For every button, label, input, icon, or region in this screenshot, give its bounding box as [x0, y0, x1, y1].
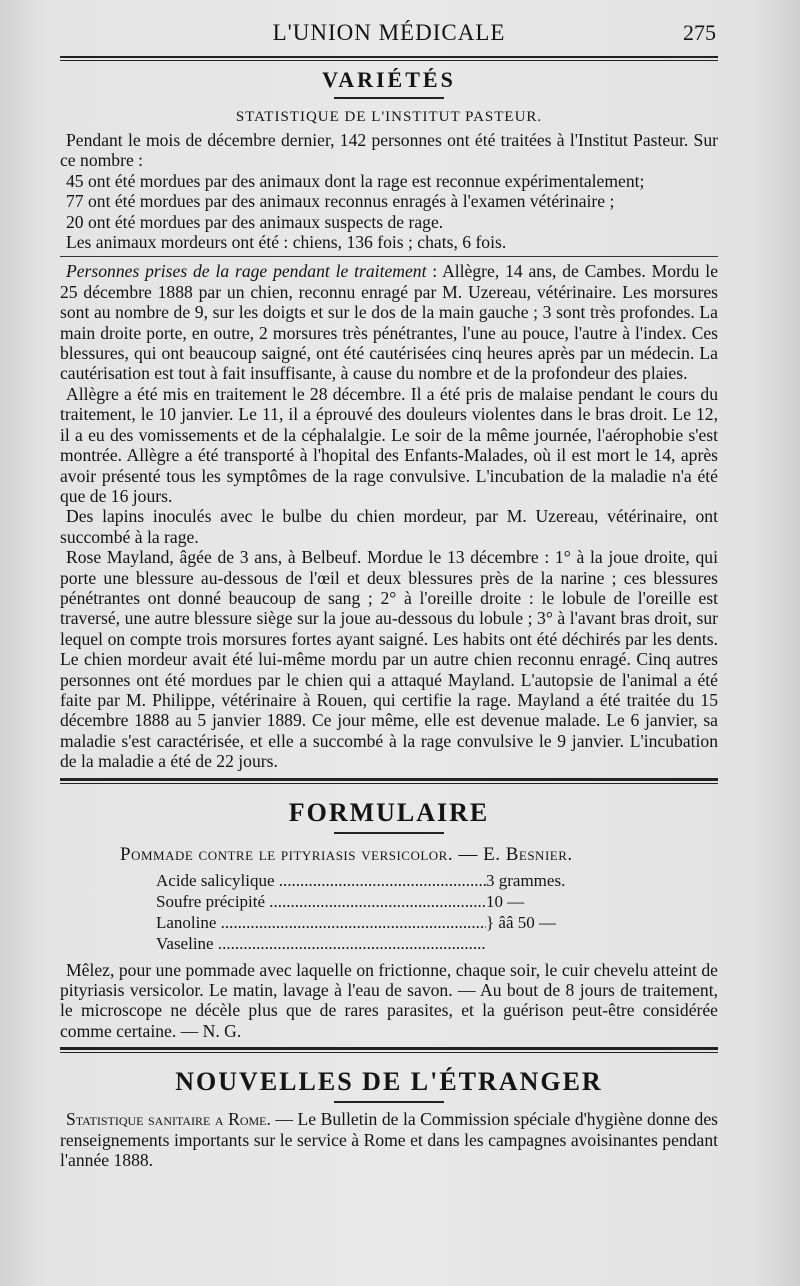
formulaire-instructions: Mêlez, pour une pommade avec laquelle on frictionne, chaque soir, le cuir chevelu atteint de pityriasis versicolor. Le matin, lavage à l'eau de savon. — Au bout de 8 jours de traitement, le microscope ne décèle plus que de rares parasites, et la guérison peut-être considérée comme certaine. — N. G.: [60, 959, 718, 1041]
ingredient-list: [156, 870, 718, 954]
recipe-title: Pommade contre le pityriasis versicolor. — E. Besnier.: [120, 843, 573, 865]
title-rule: [334, 97, 444, 99]
ingredient-row: [156, 933, 718, 954]
ingredient-row: [156, 870, 718, 891]
case-allegre-paragraph: [60, 261, 718, 383]
running-head: [60, 18, 718, 52]
etranger-rule: [334, 1101, 444, 1103]
etranger-lead: Statistique sanitaire a Rome.: [66, 1109, 271, 1130]
formulaire-rule: [334, 832, 444, 834]
etranger-paragraph: [60, 1109, 718, 1170]
ingredient-row: [156, 912, 718, 933]
stat-line-1: 45 ont été mordues par des animaux dont la rage est reconnue expérimentalement;: [66, 170, 645, 191]
running-title: L'UNION MÉDICALE: [272, 20, 506, 45]
section-rule: [60, 778, 718, 784]
lapins-paragraph: Des lapins inoculés avec le bulbe du chien mordeur, par M. Uzereau, vétérinaire, ont succombé à la rage.: [60, 506, 718, 547]
varietes-title: VARIÉTÉS: [322, 67, 456, 92]
etranger-title: NOUVELLES DE L'ÉTRANGER: [175, 1067, 603, 1097]
ingredient-name: Acide salicylique .....: [156, 870, 486, 891]
stat-line-2: 77 ont été mordues par des animaux reconnus enragés à l'examen vétérinaire ;: [66, 191, 615, 212]
case-allegre-text: : Allègre, 14 ans, de Cambes. Mordu le 25 décembre 1888 par un chien, reconnu enragé par M. Uzereau, vétérinaire. Les morsures sont au nombre de 9, sur les doigts et sur le dos de la main gauche ; 3 sont très profondes. La main droite porte, en outre, 2 morsures très pénétrantes, l'une au pouce, l'autre à l'index. Ces blessures, qui ont beaucoup saigné, ont été cautérisées cinq heures après par un médecin. La cautérisation est tout à fait insuffisante, à cause du nombre et de la profondeur des plaies.: [60, 261, 718, 384]
intro-paragraph: Pendant le mois de décembre dernier, 142 personnes ont été traitées à l'Institut Pasteur. Sur ce nombre :: [60, 130, 718, 171]
page-number: 275: [683, 20, 716, 45]
formulaire-title: FORMULAIRE: [288, 797, 490, 827]
etranger-text: — Le Bulletin de la Commission spéciale d'hygiène donne des renseignements importants sur le service à Rome et dans les campagnes avoisinantes pendant l'année 1888.: [60, 1109, 718, 1171]
ingredient-name: Lanoline .....: [156, 912, 486, 933]
ingredient-name: Vaseline .....: [156, 933, 486, 954]
stat-line-3: 20 ont été mordues par des animaux suspects de rage.: [66, 211, 444, 232]
case-lead: Personnes prises de la rage pendant le traitement: [66, 261, 427, 282]
header-rule: [60, 56, 718, 61]
ingredient-name: Soufre précipité .....: [156, 891, 486, 912]
stat-line-4: Les animaux mordeurs ont été : chiens, 136 fois ; chats, 6 fois.: [66, 232, 507, 253]
section-rule-2: [60, 1047, 718, 1053]
ingredient-qty: 3 grammes.: [486, 870, 566, 890]
mayland-paragraph: Rose Mayland, âgée de 3 ans, à Belbeuf. Mordue le 13 décembre : 1° à la joue droite, qui porte une blessure au-dessous de l'œil et deux blessures près de la narine ; ces blessures pénétrantes ont donné beaucoup de sang ; 2° à l'oreille droite : le lobule de l'oreille est traversé, une autre blessure siège sur la joue au-dessous du lobule ; 3° à l'avant bras droit, sur lequel on compte trois morsures fortes ayant saigné. Les habits ont été déchirés par les dents. Le chien mordeur avait été lui-même mordu par un autre chien reconnu enragé. Cinq autres personnes ont été mordues par le chien qui a attaqué Mayland. L'autopsie de l'animal a été faite par M. Philippe, vétérinaire à Rouen, qui certifie la rage. Mayland a été traitée du 15 décembre 1888 au 5 janvier 1889. Ce jour même, elle est devenue malade. Le 6 janvier, sa maladie s'est caractérisée, et elle a succombé à la rage convulsive le 9 janvier. L'incubation de la maladie a été de 22 jours.: [60, 547, 718, 772]
stats-rule: [60, 256, 718, 257]
ingredient-row: [156, 891, 718, 912]
ingredient-qty: 10 —: [486, 891, 525, 911]
statistique-heading: STATISTIQUE DE L'INSTITUT PASTEUR.: [235, 109, 543, 125]
allegre-treatment-paragraph: Allègre a été mis en traitement le 28 décembre. Il a été pris de malaise pendant le cours du traitement, le 10 janvier. Le 11, il a éprouvé des douleurs violentes dans le bras droit. Le 12, il a eu des vomissements et de la céphalalgie. Le soir de la même journée, l'aérophobie s'est montrée. Allègre a été transporté à l'hopital des Enfants-Malades, où il est mort le 14, après avoir présenté tous les symptômes de la rage convulsive. L'incubation de la maladie n'a été que de 16 jours.: [60, 383, 718, 506]
ingredient-qty: } ââ 50 —: [486, 912, 557, 932]
ingredient-qty: [486, 933, 636, 954]
